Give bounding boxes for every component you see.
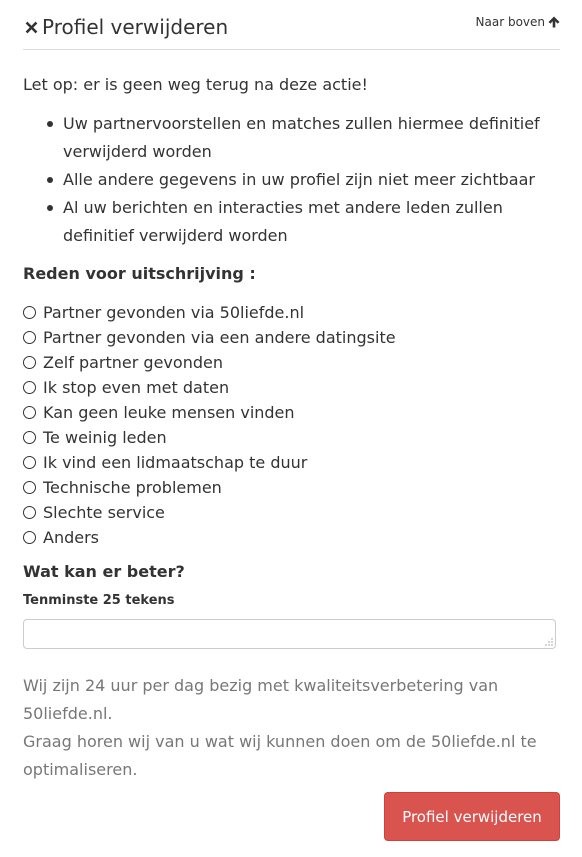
warning-text: Let op: er is geen weg terug na deze actie!	[23, 75, 368, 94]
radio-button[interactable]	[23, 481, 36, 494]
consequences-list	[23, 110, 560, 250]
list-item-text: Al uw berichten en interacties met andere leden zullen definitief verwijderd worden	[63, 198, 503, 245]
reason-heading: Reden voor uitschrijving :	[23, 264, 256, 283]
reason-option-label: Anders	[43, 528, 99, 547]
reason-radio-group	[23, 300, 560, 550]
reason-option-partner-other-site[interactable]	[23, 325, 560, 350]
reason-option-label: Technische problemen	[43, 478, 222, 497]
reason-option-no-nice-people[interactable]	[23, 400, 560, 425]
quality-info	[23, 672, 560, 784]
bullet-dot	[47, 205, 53, 211]
reason-option-too-expensive[interactable]	[23, 450, 560, 475]
radio-button[interactable]	[23, 306, 36, 319]
reason-option-partner-self[interactable]	[23, 350, 560, 375]
bullet-dot	[47, 177, 53, 183]
reason-option-label: Slechte service	[43, 503, 165, 522]
delete-profile-button[interactable]: Profiel verwijderen	[384, 792, 560, 841]
bullet-dot	[47, 121, 53, 127]
delete-profile-panel	[23, 0, 560, 779]
reason-option-label: Ik stop even met daten	[43, 378, 230, 397]
radio-button[interactable]	[23, 356, 36, 369]
panel-header	[23, 0, 560, 50]
list-item	[23, 166, 560, 194]
reason-option-other[interactable]	[23, 525, 560, 550]
resize-grip-icon[interactable]	[545, 638, 553, 646]
radio-button[interactable]	[23, 456, 36, 469]
radio-button[interactable]	[23, 506, 36, 519]
radio-button[interactable]	[23, 531, 36, 544]
reason-option-label: Zelf partner gevonden	[43, 353, 223, 372]
feedback-textarea-wrapper	[23, 619, 556, 649]
feedback-textarea[interactable]	[23, 619, 556, 649]
close-x-icon	[23, 19, 40, 36]
feedback-min-length-label: Tenminste 25 tekens	[23, 593, 175, 608]
reason-option-label: Partner gevonden via een andere datingsite	[43, 328, 396, 347]
reason-option-label: Partner gevonden via 50liefde.nl	[43, 303, 305, 322]
reason-option-label: Ik vind een lidmaatschap te duur	[43, 453, 308, 472]
reason-option-stop-dating[interactable]	[23, 375, 560, 400]
back-to-top-link[interactable]	[476, 14, 560, 30]
radio-button[interactable]	[23, 431, 36, 444]
radio-button[interactable]	[23, 406, 36, 419]
quality-info-line: Graag horen wij van u wat wij kunnen doen om de 50liefde.nl te optimaliseren.	[23, 732, 537, 779]
list-item	[23, 194, 560, 250]
list-item-text: Alle andere gegevens in uw profiel zijn niet meer zichtbaar	[63, 170, 535, 189]
arrow-up-icon	[548, 16, 560, 28]
radio-button[interactable]	[23, 331, 36, 344]
reason-option-label: Te weinig leden	[43, 428, 167, 447]
reason-option-technical[interactable]	[23, 475, 560, 500]
quality-info-line: Wij zijn 24 uur per dag bezig met kwaliteitsverbetering van 50liefde.nl.	[23, 676, 499, 723]
reason-option-bad-service[interactable]	[23, 500, 560, 525]
page-title-text: Profiel verwijderen	[42, 15, 229, 39]
back-to-top-label: Naar boven	[475, 15, 545, 29]
reason-option-few-members[interactable]	[23, 425, 560, 450]
radio-button[interactable]	[23, 381, 36, 394]
reason-option-label: Kan geen leuke mensen vinden	[43, 403, 295, 422]
list-item-text: Uw partnervoorstellen en matches zullen hiermee definitief verwijderd worden	[63, 114, 540, 161]
list-item	[23, 110, 560, 166]
reason-option-partner-via-site[interactable]	[23, 300, 560, 325]
feedback-heading: Wat kan er beter?	[23, 562, 185, 581]
page-title	[23, 14, 228, 40]
